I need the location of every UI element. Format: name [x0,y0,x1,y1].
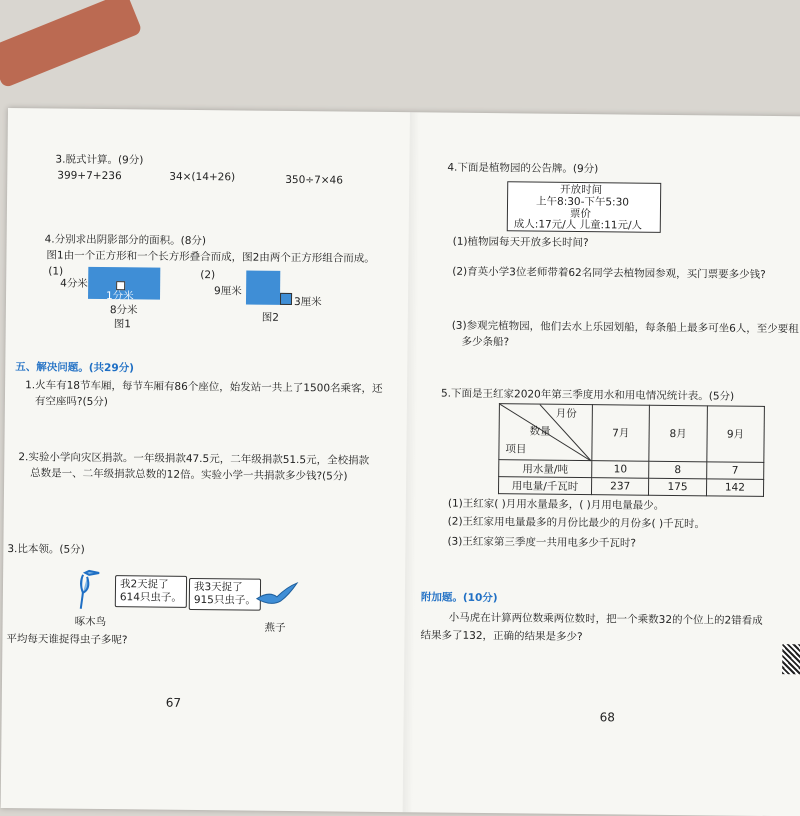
fig2-caption: 图2 [261,311,280,324]
water-jul: 10 [592,461,650,479]
month-jul: 7月 [592,405,650,462]
swallow-label: 燕子 [264,621,286,634]
q4-title: 4.分别求出阴影部分的面积。(8分) [44,233,207,248]
woodpecker-icon [73,569,103,611]
bubble2-line2: 915只虫子。 [193,593,256,607]
expr-3: 350÷7×46 [285,173,344,187]
fig2-big-label: 9厘米 [214,285,242,298]
bubble1-line2: 614只虫子。 [119,591,182,604]
r-q4-3b: 多少条船? [461,335,510,349]
header-quantity: 数量 [529,425,551,438]
qr-code [782,644,800,674]
page-fold [403,112,420,812]
header-month: 月份 [555,407,577,420]
problem-3-question: 平均每天谁捉得虫子多呢? [6,633,128,647]
notice-line4: 成人:17元/人 儿童:11元/人 [513,218,643,232]
fig2-big-square [246,271,280,305]
notice-line1: 开放时间 [560,183,603,197]
row-water-label: 用水量/吨 [499,460,592,478]
water-sep: 7 [706,462,764,480]
table-row [498,477,763,497]
fig2-small-label: 3厘米 [293,296,322,309]
row-power-label: 用电量/千瓦时 [498,477,591,495]
notice-board [507,181,662,233]
fig2-num: (2) [200,269,216,282]
month-sep: 9月 [706,406,764,463]
woodpecker-bubble [115,575,187,608]
r-q4-1: (1)植物园每天开放多长时间? [452,235,589,250]
swallow-icon [255,581,299,611]
header-item: 项目 [505,443,527,456]
fig1-inner: 1分米 [105,290,134,303]
page-number-left: 67 [165,695,182,710]
bubble1-line1: 我2天捉了 [119,578,169,591]
extra-line1: 小马虎在计算两位数乘两位数时，把一个乘数32的个位上的2错看成 [448,611,763,627]
extra-line2: 结果多了132，正确的结果是多少? [420,629,583,644]
problem-1-line2: 有空座吗?(5分) [34,395,108,409]
r-q4-3a: (3)参观完植物园，他们去水上乐园划船，每条船上最多可坐6人，至少要租 [451,319,799,336]
r-q4-title: 4.下面是植物园的公告牌。(9分) [447,161,599,176]
fig1-num: (1) [48,265,64,278]
r-q5-3: (3)王红家第三季度一共用电多少千瓦时? [447,535,636,550]
notice-line3: 票价 [569,207,591,221]
power-aug: 175 [649,478,707,496]
fig1-caption: 图1 [113,318,131,331]
q3-title: 3.脱式计算。(9分) [55,153,144,167]
r-q5-2: (2)王红家用电量最多的月份比最少的月份多( )千瓦时。 [447,515,706,531]
extra-title: 附加题。(10分) [420,591,498,605]
problem-1-line1: 1.火车有18节车厢，每节车厢有86个座位，始发站一共上了1500名乘客，还 [25,379,383,395]
table-corner [499,404,593,461]
bubble2-line1: 我3天捉了 [193,580,243,594]
problem-2-line2: 总数是一、二年级捐款总数的12倍。实验小学一共捐款多少钱?(5分) [30,467,348,483]
power-sep: 142 [706,479,764,497]
page-number-right: 68 [599,710,616,725]
power-jul: 237 [591,478,649,496]
month-aug: 8月 [649,405,707,462]
problem-3-title: 3.比本领。(5分) [7,543,85,556]
problem-2-line1: 2.实验小学向灾区捐款。一年级捐款47.5元，二年级捐款51.5元，全校捐款 [18,451,370,467]
fig2-small-square [280,293,292,305]
fig1-height: 4分米 [60,277,88,290]
swallow-bubble [189,578,261,611]
expr-1: 399+7+236 [57,169,122,183]
q4-desc: 图1由一个正方形和一个长方形叠合而成，图2由两个正方形组合而成。 [46,249,375,265]
r-q5-title: 5.下面是王红家2020年第三季度用水和用电情况统计表。(5分) [440,387,735,403]
ruler [0,0,143,88]
water-aug: 8 [649,461,707,479]
section-5-title: 五、解决问题。(共29分) [15,361,135,375]
r-q4-2: (2)育英小学3位老师带着62名同学去植物园参观，买门票要多少钱? [452,265,766,281]
fig1-width: 8分米 [109,304,138,317]
usage-table [498,403,765,497]
r-q5-1: (1)王红家( )月用水量最多，( )月用电量最少。 [447,497,665,512]
expr-2: 34×(14+26) [169,170,236,184]
woodpecker-label: 啄木鸟 [74,615,107,629]
workbook-page [1,108,800,816]
notice-line2: 上午8:30-下午5:30 [535,195,630,209]
